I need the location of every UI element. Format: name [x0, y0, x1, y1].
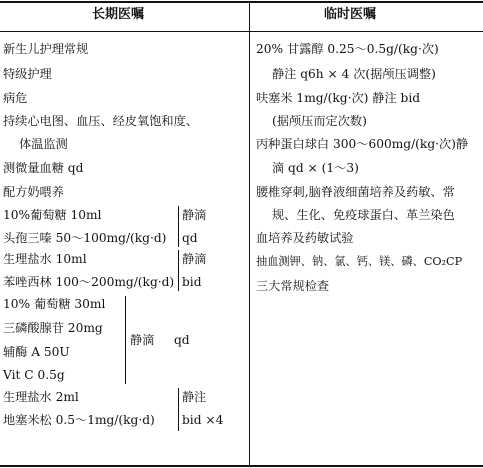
header-long-term: 长期医嘱 [92, 7, 145, 22]
frequency: qd [174, 333, 190, 347]
column-divider [249, 2, 250, 466]
drug-line: 生理盐水 10ml [3, 252, 87, 266]
header-temporary: 临时医嘱 [324, 7, 377, 22]
frequency: qd [182, 231, 198, 245]
temporary-order: (据颅压而定次数) [272, 114, 367, 128]
temporary-order: 呋塞米 1mg/(kg·次) 静注 bid [256, 91, 421, 105]
temporary-order: 20% 甘露醇 0.25～0.5g/(kg·次) [256, 42, 439, 56]
drug-line: 生理盐水 2ml [3, 390, 79, 404]
temporary-order: 静注 q6h × 4 次(据颅压调整) [272, 67, 436, 81]
long-term-order: 病危 [3, 91, 28, 105]
temporary-order: 滴 qd × (1～3) [272, 161, 359, 175]
drug-line: 10% 葡萄糖 30ml [3, 297, 106, 311]
top-border [0, 1, 483, 3]
route: 静滴 [130, 333, 155, 347]
temporary-order: 抽血测钾、钠、氯、钙、镁、磷、CO₂CP [256, 255, 463, 268]
drug-line: 10%葡萄糖 10ml [3, 208, 102, 222]
temporary-order: 规、生化、免疫球蛋白、革兰染色 [272, 208, 455, 222]
temporary-order: 三大常规检查 [256, 279, 330, 293]
group-bracket [178, 388, 179, 431]
long-term-order: 持续心电图、血压、经皮氧饱和度、 [3, 114, 198, 128]
group-bracket [125, 296, 126, 384]
route: 静滴 [182, 208, 207, 222]
frequency: bid [182, 275, 202, 289]
drug-line: 头孢三嗪 50～100mg/(kg·d) [3, 231, 167, 245]
long-term-order: 测微量血糖 qd [3, 161, 84, 175]
long-term-order: 新生儿护理常规 [3, 42, 89, 56]
group-bracket [178, 250, 179, 291]
drug-line: 苯唑西林 100～200mg/(kg·d) [3, 275, 175, 289]
header-separator [0, 31, 483, 32]
drug-line: 三磷酸腺苷 20mg [3, 321, 103, 335]
route: 静滴 [182, 252, 207, 266]
long-term-order: 体温监测 [19, 137, 68, 151]
group-bracket [178, 206, 179, 247]
temporary-order: 血培养及药敏试验 [256, 231, 354, 245]
drug-line: 地塞米松 0.5～1mg/(kg·d) [3, 413, 155, 427]
temporary-order: 腰椎穿刺,脑脊液细菌培养及药敏、常 [256, 185, 455, 199]
bottom-border [0, 465, 483, 467]
route: 静注 [182, 390, 207, 404]
temporary-order: 丙种蛋白球白 300～600mg/(kg·次)静 [256, 137, 469, 151]
frequency: bid ×4 [182, 413, 224, 427]
long-term-order: 配方奶喂养 [3, 185, 64, 199]
long-term-order: 特级护理 [3, 67, 52, 81]
drug-line: 辅酶 A 50U [3, 345, 70, 359]
drug-line: Vit C 0.5g [3, 368, 65, 382]
